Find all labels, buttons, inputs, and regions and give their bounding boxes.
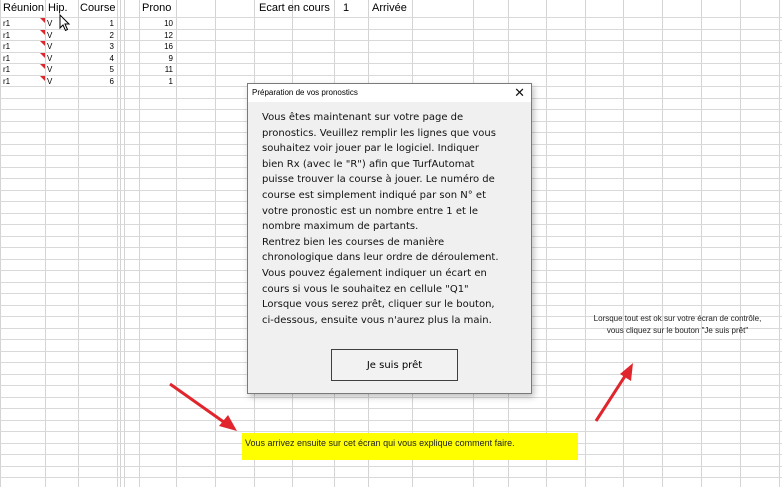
dialog-message-line: course est simplement indiqué par son N° et (262, 189, 487, 201)
je-suis-pret-button[interactable]: Je suis prêt (331, 349, 458, 381)
cell-prono[interactable]: 9 (168, 53, 173, 63)
dialog-message-line: souhaitez voir jouer par le logiciel. Indiquer (262, 143, 480, 155)
ecart-value-cell[interactable]: 1 (343, 2, 350, 14)
dialog-message-line: cours si vous le souhaitez en cellule "Q1" (262, 283, 469, 295)
cell-prono[interactable]: 11 (164, 65, 173, 74)
cell-hip[interactable]: V (47, 19, 53, 28)
header-prono: Prono (142, 2, 172, 14)
cell-prono[interactable]: 16 (164, 42, 173, 51)
cell-reunion[interactable]: r1 (3, 19, 11, 28)
side-note-text: Lorsque tout est ok sur votre écran de contrôle, vous cliquez sur le bouton "Je suis prêt" (593, 314, 762, 335)
dialog-message-line: Lorsque vous serez prêt, cliquer sur le bouton, (262, 299, 495, 311)
header-arrivee: Arrivée (372, 2, 407, 14)
dialog-message-line: nombre maximum de partants. (262, 221, 419, 233)
dialog-message-line: Rentrez bien les courses de manière (262, 236, 445, 248)
cell-reunion[interactable]: r1 (3, 42, 11, 51)
cell-course[interactable]: 2 (109, 30, 114, 40)
dialog-message-line: ci-dessous, ensuite vous n'aurez plus la main. (262, 314, 492, 326)
dialog-message-line: pronostics. Veuillez remplir les lignes que vous (262, 127, 496, 139)
cell-hip[interactable]: V (47, 30, 53, 40)
cell-course[interactable]: 3 (109, 42, 114, 51)
cell-prono[interactable]: 12 (164, 30, 173, 40)
header-ecart-en-cours: Ecart en cours (259, 2, 330, 14)
cell-prono[interactable]: 10 (164, 19, 173, 28)
cell-course[interactable]: 6 (109, 76, 114, 86)
header-course: Course (80, 2, 116, 14)
dialog-message-line: chronologique dans leur ordre de déroulement. (262, 252, 499, 264)
header-hip: Hip. (48, 2, 68, 14)
yellow-highlight-note (242, 433, 578, 460)
yellow-note-text: Vous arrivez ensuite sur cet écran qui vous explique comment faire. (245, 438, 515, 448)
cell-course[interactable]: 4 (109, 53, 114, 63)
cell-hip[interactable]: V (47, 65, 53, 74)
dialog-message-line: votre pronostic est un nombre entre 1 et le (262, 205, 479, 217)
dialog-message-line: puisse trouver la course à jouer. Le numéro de (262, 174, 495, 186)
cell-reunion[interactable]: r1 (3, 76, 11, 86)
cell-reunion[interactable]: r1 (3, 53, 11, 63)
dialog-message-line: Vous êtes maintenant sur votre page de (262, 112, 464, 123)
cell-reunion[interactable]: r1 (3, 65, 11, 74)
cell-hip[interactable]: V (47, 76, 53, 86)
cell-course[interactable]: 5 (109, 65, 114, 74)
header-reunion: Réunion (3, 2, 44, 14)
cell-prono[interactable]: 1 (168, 76, 173, 86)
cell-course[interactable]: 1 (109, 19, 114, 28)
cell-reunion[interactable]: r1 (3, 30, 11, 40)
dialog-title: Préparation de vos pronostics (252, 88, 358, 97)
cell-hip[interactable]: V (47, 42, 53, 51)
cell-hip[interactable]: V (47, 53, 53, 63)
dialog-message-line: bien Rx (avec le "R") afin que TurfAutomat (262, 158, 475, 170)
close-icon[interactable]: ✕ (514, 85, 525, 100)
dialog-message-line: Vous pouvez également indiquer un écart en (262, 267, 487, 279)
